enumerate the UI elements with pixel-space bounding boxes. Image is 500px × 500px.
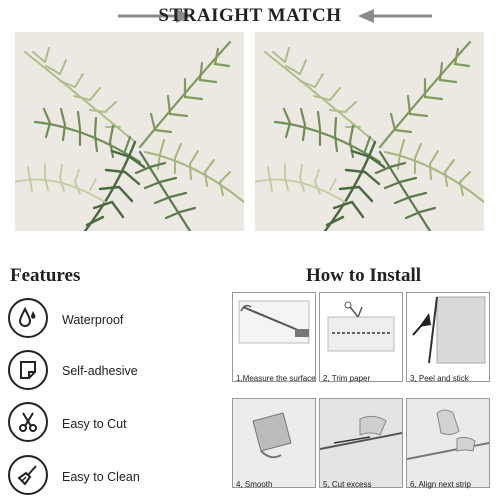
palm-leaf-pattern bbox=[15, 32, 244, 231]
install-step-5-label: 5, Cut excess bbox=[323, 480, 372, 489]
feature-label-easy-to-cut: Easy to Cut bbox=[62, 417, 127, 431]
broom-icon bbox=[8, 455, 48, 495]
install-step-6-image bbox=[406, 398, 490, 488]
water-drops-icon bbox=[8, 298, 48, 338]
install-step-2-label: 2, Trim paper bbox=[323, 374, 371, 383]
wallpaper-panel-left bbox=[15, 32, 244, 231]
install-step-3-label: 3, Peel and stick bbox=[410, 374, 469, 383]
install-step-4-image bbox=[232, 398, 316, 488]
scissors-icon bbox=[8, 402, 48, 442]
install-step-6-label: 6, Align next strip bbox=[410, 480, 471, 489]
how-to-install-title: How to Install bbox=[306, 265, 422, 286]
peel-sticker-icon bbox=[8, 350, 48, 390]
install-step-3-image bbox=[406, 292, 490, 382]
wallpaper-panel-right bbox=[255, 32, 484, 231]
straight-match-title: STRAIGHT MATCH bbox=[158, 5, 342, 26]
palm-leaf-pattern bbox=[255, 32, 484, 231]
install-step-1-label: 1,Measure the surface bbox=[236, 374, 316, 383]
feature-label-self-adhesive: Self-adhesive bbox=[62, 364, 138, 378]
install-step-1-image bbox=[232, 292, 316, 382]
feature-label-waterproof: Waterproof bbox=[62, 313, 124, 327]
install-step-2-image bbox=[319, 292, 403, 382]
features-title: Features bbox=[10, 265, 81, 286]
install-step-4-label: 4, Smooth bbox=[236, 480, 273, 489]
left-arrow-icon bbox=[358, 8, 432, 24]
feature-label-easy-to-clean: Easy to Clean bbox=[62, 470, 140, 484]
install-step-5-image bbox=[319, 398, 403, 488]
